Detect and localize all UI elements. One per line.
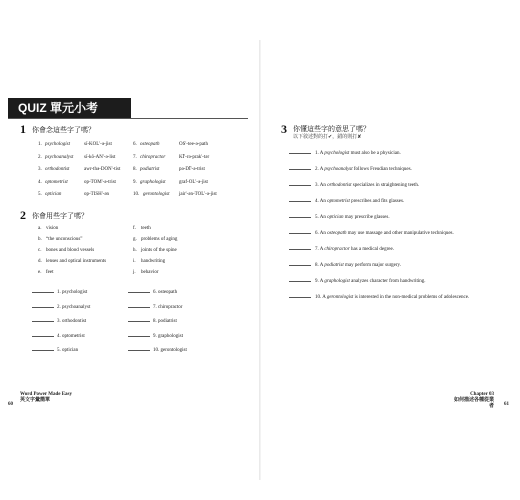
answer-blank[interactable] <box>128 332 150 337</box>
statement-row <box>289 293 469 301</box>
definition-letter: d. <box>38 259 42 264</box>
answer-blank[interactable] <box>289 261 311 266</box>
answer-blank[interactable] <box>128 288 150 293</box>
answer-blank[interactable] <box>289 149 311 154</box>
statement-term: gerontologist <box>326 295 354 300</box>
footer-chapter-title: 如何描述各種從業者 <box>453 398 494 409</box>
pron-item-word: psychologist <box>45 142 70 147</box>
statement-term: chiropractor <box>324 247 350 252</box>
definition-text: lenses and optical instruments <box>46 259 107 264</box>
matching-row <box>128 303 182 311</box>
matching-term: 3. orthodontist <box>57 319 87 324</box>
pron-item-pronunciation: KĪ'-rə-prak'-tər <box>179 154 210 160</box>
pron-item-pronunciation: sī-KOL'-ə-jist <box>84 142 112 147</box>
answer-blank[interactable] <box>289 229 311 234</box>
definition-text: teeth <box>141 226 151 231</box>
pron-item-word: orthodontist <box>45 167 70 172</box>
section-2-title: 你會用些字了嗎？ <box>32 212 88 220</box>
statement-rest: specializes in straightening teeth. <box>351 183 420 188</box>
statement-prefix: 8. A <box>315 263 325 268</box>
statement-term: osteopath <box>327 231 347 236</box>
definition-letter: f. <box>133 226 136 231</box>
section-3-title: 你懂這些字的意思了嗎？ <box>293 125 370 133</box>
definition-letter: i. <box>133 259 136 264</box>
page-gutter <box>259 40 261 480</box>
matching-term: 9. graphologist <box>153 333 183 339</box>
statement-rest: has a medical degree. <box>349 247 394 252</box>
statement-row <box>289 229 454 237</box>
answer-blank[interactable] <box>289 165 311 170</box>
pron-item-pronunciation: OS'-tee-ə-path <box>179 142 208 147</box>
statement-row <box>289 181 419 189</box>
pron-item-word: psychoanalyst <box>45 154 74 160</box>
pron-item-number: 1. <box>38 142 42 147</box>
statement-rest: may prescribe glasses. <box>343 215 390 220</box>
statement-row <box>289 277 426 285</box>
definition-text: joints of the spine <box>141 248 177 253</box>
section-2-number: 2 <box>20 208 26 222</box>
answer-blank[interactable] <box>289 245 311 250</box>
definition-text: behavior <box>141 270 159 275</box>
statement-rest: is interested in the non-medical problems of adolescence. <box>353 295 470 300</box>
footer-chapter: Chapter 03 <box>470 392 494 397</box>
pron-item-word: osteopath <box>140 142 160 147</box>
matching-row <box>128 332 183 340</box>
left-footer <box>20 392 72 404</box>
pron-item-word: podiatrist <box>140 167 160 172</box>
matching-row <box>32 332 85 340</box>
definition-text: vision <box>46 226 59 231</box>
statement-term: podiatrist <box>324 263 344 268</box>
pron-item-word: graphologist <box>140 179 166 185</box>
matching-term: 2. psychoanalyst <box>57 304 91 310</box>
pron-item-number: 9. <box>133 179 137 185</box>
pron-item-number: 3. <box>38 167 42 172</box>
matching-row <box>32 303 90 311</box>
answer-blank[interactable] <box>289 277 311 282</box>
statement-row <box>289 197 404 205</box>
answer-blank[interactable] <box>32 303 54 308</box>
statement-term: psychoanalyst <box>324 167 353 172</box>
matching-row <box>128 317 177 325</box>
right-page-number: 61 <box>504 402 509 407</box>
pron-item-number: 7. <box>133 154 137 160</box>
definition-letter: h. <box>133 248 137 253</box>
statement-term: psychologist <box>324 151 350 156</box>
statement-rest: may perform major surgery. <box>343 263 401 268</box>
definition-letter: g. <box>133 237 137 242</box>
answer-blank[interactable] <box>32 346 54 351</box>
definition-text: problems of aging <box>141 237 178 242</box>
pron-item-pronunciation: jair'-ən-TOL'-ə-jist <box>179 192 217 197</box>
statement-row <box>289 213 390 221</box>
pron-item-number: 8. <box>133 167 137 172</box>
statement-row <box>289 149 401 157</box>
statement-prefix: 7. A <box>315 247 325 252</box>
matching-row <box>128 288 177 296</box>
statement-term: graphologist <box>324 279 350 284</box>
statement-prefix: 6. An <box>315 231 328 236</box>
statement-prefix: 5. An <box>315 215 328 220</box>
pron-item-number: 6. <box>133 142 137 147</box>
matching-row <box>32 317 86 325</box>
statement-prefix: 10. A <box>315 295 327 300</box>
definition-text: handwriting <box>141 259 166 264</box>
definition-text: “the unconscious” <box>46 237 83 242</box>
right-footer <box>450 392 494 410</box>
statement-prefix: 4. An <box>315 199 328 204</box>
section-1-number: 1 <box>20 122 26 136</box>
answer-blank[interactable] <box>289 181 311 186</box>
matching-term: 6. osteopath <box>153 290 178 295</box>
matching-term: 1. psychologist <box>57 290 88 295</box>
pron-item-pronunciation: awr-thə-DON'-tist <box>84 167 121 172</box>
matching-term: 5. optician <box>57 348 79 353</box>
matching-term: 8. podiatrist <box>153 319 177 324</box>
definition-letter: e. <box>38 270 42 275</box>
pron-item-number: 10. <box>133 192 140 197</box>
quiz-banner: QUIZ 單元小考 <box>8 98 131 118</box>
answer-blank[interactable] <box>289 197 311 202</box>
definition-letter: b. <box>38 237 42 242</box>
definition-text: bones and blood vessels <box>46 248 95 253</box>
statement-prefix: 1. A <box>315 151 325 156</box>
statement-term: orthodontist <box>327 183 352 188</box>
pron-item-word: chiropractor <box>140 154 166 160</box>
pron-item-number: 2. <box>38 154 42 160</box>
answer-blank[interactable] <box>289 293 311 298</box>
pron-item-word: gerontologist <box>143 192 170 197</box>
section-3-number: 3 <box>281 122 287 136</box>
statement-row <box>289 261 401 269</box>
matching-term: 4. optometrist <box>57 333 85 339</box>
definition-letter: a. <box>38 226 42 231</box>
statement-row <box>289 245 394 253</box>
banner-rule <box>8 118 248 119</box>
statement-prefix: 9. A <box>315 279 325 284</box>
pron-item-pronunciation: op-TOM'-ə-trist <box>84 179 116 185</box>
statement-rest: analyzes character from handwriting. <box>349 279 426 284</box>
definition-text: feet <box>46 270 54 275</box>
section-3-instructions: 以下敘述對的打✔，錯的則打✘ <box>293 134 362 140</box>
statement-row <box>289 165 412 173</box>
pron-item-pronunciation: pə-DĪ'-ə-trist <box>179 167 205 172</box>
answer-blank[interactable] <box>128 317 150 322</box>
statement-rest: follows Freudian techniques. <box>352 167 412 172</box>
pron-item-pronunciation: op-TISH'-ən <box>84 192 110 197</box>
statement-prefix: 3. An <box>315 183 328 188</box>
pron-item-pronunciation: sī-kō-AN'-ə-list <box>84 154 116 160</box>
pron-item-number: 5. <box>38 192 42 197</box>
matching-row <box>32 288 87 296</box>
matching-row <box>32 346 78 354</box>
statement-rest: must also be a physician. <box>349 151 401 156</box>
answer-blank[interactable] <box>32 332 54 337</box>
statement-term: optician <box>327 215 344 220</box>
matching-term: 10. gerontologist <box>153 348 187 353</box>
statement-rest: may use massage and other manipulative techniques. <box>346 231 454 236</box>
pron-item-pronunciation: graf-OL'-ə-jist <box>179 179 208 185</box>
statement-term: optometrist <box>327 199 350 204</box>
definition-letter: c. <box>38 248 42 253</box>
answer-blank[interactable] <box>32 288 54 293</box>
matching-row <box>128 346 187 354</box>
matching-term: 7. chiropractor <box>153 304 183 310</box>
left-page-number: 60 <box>8 402 13 407</box>
statement-prefix: 2. A <box>315 167 325 172</box>
pron-item-word: optician <box>45 192 62 197</box>
footer-book-title: Word Power Made Easy <box>20 392 72 397</box>
answer-blank[interactable] <box>128 303 150 308</box>
pron-item-number: 4. <box>38 179 42 185</box>
answer-blank[interactable] <box>32 317 54 322</box>
footer-book-title-zh: 英文字彙簡單 <box>20 398 51 403</box>
definition-letter: j. <box>133 270 136 275</box>
answer-blank[interactable] <box>289 213 311 218</box>
answer-blank[interactable] <box>128 346 150 351</box>
pron-item-word: optometrist <box>45 179 68 185</box>
section-1-title: 你會念這些字了嗎？ <box>32 126 95 134</box>
statement-rest: prescribes and fits glasses. <box>349 199 405 204</box>
